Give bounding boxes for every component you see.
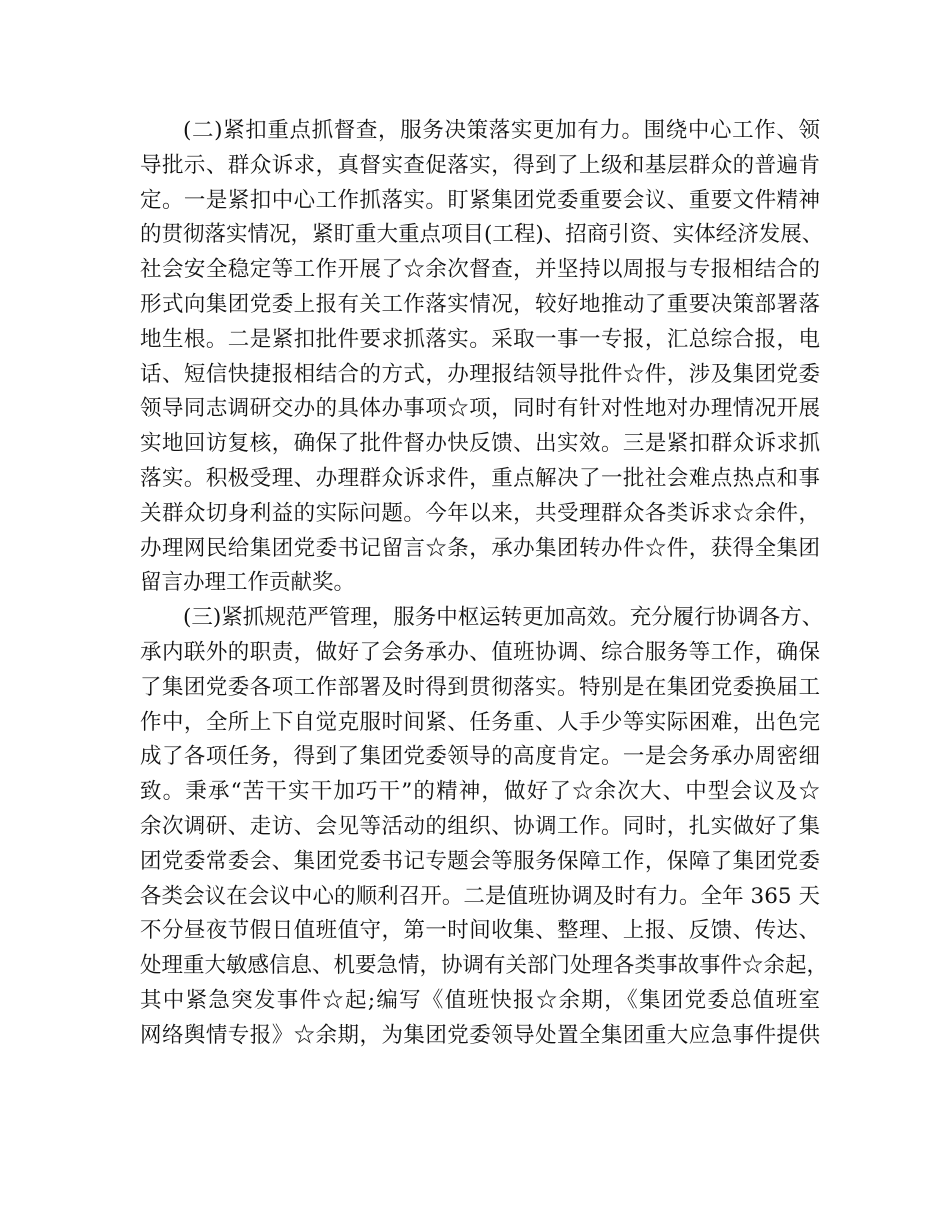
paragraph-2-line-7: 余次调研、走访、会见等活动的组织、协调工作。同时，扎实做好了集: [140, 813, 820, 839]
paragraph-1-line-14: 留言办理工作贡献奖。: [140, 570, 356, 596]
paragraph-1-line-8: 话、短信快捷报相结合的方式，办理报结领导批件☆件，涉及集团党委: [140, 361, 820, 387]
paragraph-1-line-2: 导批示、群众诉求，真督实查促落实，得到了上级和基层群众的普遍肯: [140, 152, 820, 178]
paragraph-2-line-8: 团党委常委会、集团党委书记专题会等服务保障工作，保障了集团党委: [140, 848, 820, 874]
paragraph-1-line-4: 的贯彻落实情况，紧盯重大重点项目(工程)、招商引资、实体经济发展、: [140, 222, 824, 248]
paragraph-1-line-10: 实地回访复核，确保了批件督办快反馈、出实效。三是紧扣群众诉求抓: [140, 431, 820, 457]
paragraph-2-line-13: 网络舆情专报》☆余期，为集团党委领导处置全集团重大应急事件提供: [140, 1022, 820, 1048]
paragraph-2-line-3: 了集团党委各项工作部署及时得到贯彻落实。特别是在集团党委换届工: [140, 674, 820, 700]
paragraph-1-line-5: 社会安全稳定等工作开展了☆余次督查，并坚持以周报与专报相结合的: [140, 257, 820, 283]
paragraph-1-line-6: 形式向集团党委上报有关工作落实情况，较好地推动了重要决策部署落: [140, 291, 820, 317]
paragraph-2-line-2: 承内联外的职责，做好了会务承办、值班协调、综合服务等工作，确保: [140, 639, 820, 665]
paragraph-2-line-5: 成了各项任务，得到了集团党委领导的高度肯定。一是会务承办周密细: [140, 744, 820, 770]
paragraph-1-line-9: 领导同志调研交办的具体办事项☆项，同时有针对性地对办理情况开展: [140, 396, 820, 422]
paragraph-2-line-4: 作中，全所上下自觉克服时间紧、任务重、人手少等实际困难，出色完: [140, 709, 820, 735]
paragraph-2-line-9: 各类会议在会议中心的顺利召开。二是值班协调及时有力。全年 365 天: [140, 883, 820, 909]
paragraph-1-line-11: 落实。积极受理、办理群众诉求件，重点解决了一批社会难点热点和事: [140, 465, 820, 491]
paragraph-1-line-1: (二)紧扣重点抓督查，服务决策落实更加有力。围绕中心工作、领: [183, 118, 820, 143]
paragraph-2-line-10: 不分昼夜节假日值班值守，第一时间收集、整理、上报、反馈、传达、: [140, 918, 820, 944]
paragraph-1-line-3: 定。一是紧扣中心工作抓落实。盯紧集团党委重要会议、重要文件精神: [140, 187, 820, 213]
paragraph-2-line-12: 其中紧急突发事件☆起;编写《值班快报☆余期，《集团党委总值班室: [140, 987, 820, 1013]
paragraph-1-line-7: 地生根。二是紧扣批件要求抓落实。采取一事一专报，汇总综合报，电: [140, 326, 820, 352]
paragraph-1-line-13: 办理网民给集团党委书记留言☆条，承办集团转办件☆件，获得全集团: [140, 535, 820, 561]
paragraph-2-line-11: 处理重大敏感信息、机要急情，协调有关部门处理各类事故事件☆余起，: [140, 953, 829, 979]
body-text: [140, 114, 829, 1054]
paragraph-2-line-6: 致。秉承“苦干实干加巧干”的精神，做好了☆余次大、中型会议及☆: [140, 779, 820, 805]
paragraph-1-line-12: 关群众切身利益的实际问题。今年以来，共受理群众各类诉求☆余件，: [140, 500, 820, 526]
paragraph-2-line-1: (三)紧抓规范严管理，服务中枢运转更加高效。充分履行协调各方、: [183, 605, 824, 631]
